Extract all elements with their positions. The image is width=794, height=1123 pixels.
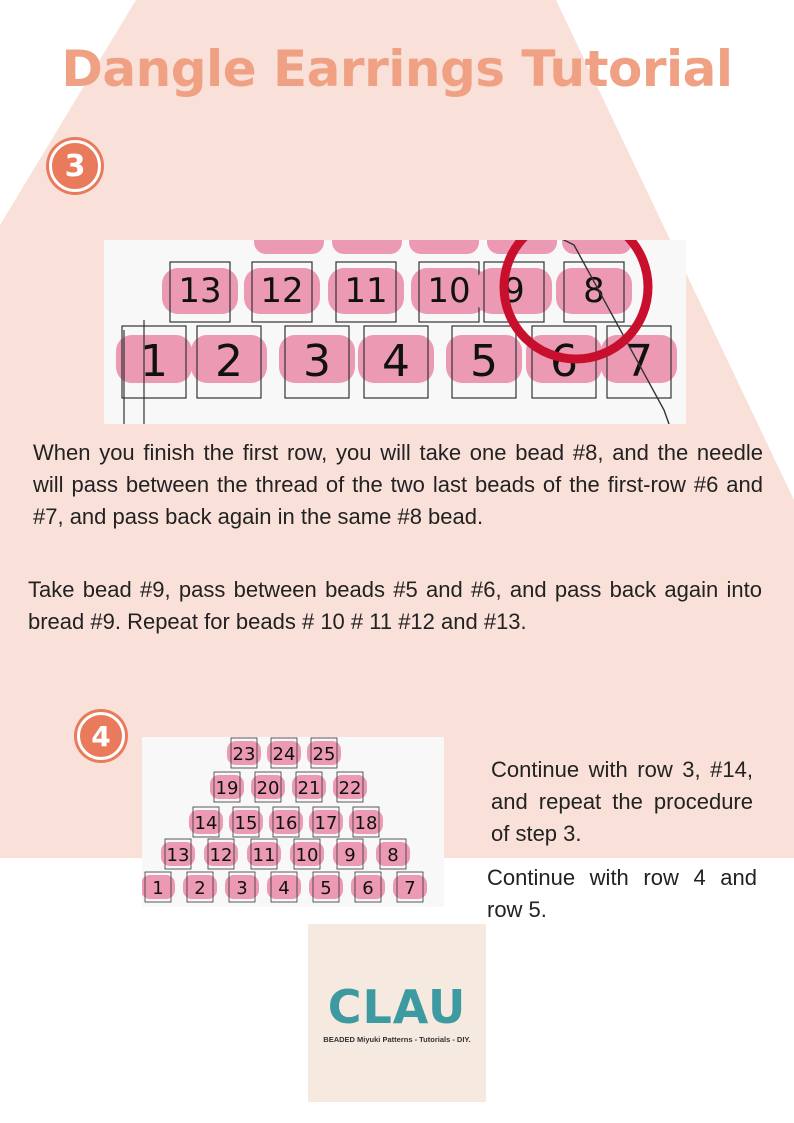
bead-number: 8 (583, 271, 605, 311)
bead-number: 6 (362, 878, 374, 899)
step-4-instruction-1: Continue with row 3, #14, and repeat the procedure of step 3. (491, 757, 753, 846)
bead-number: 17 (314, 813, 338, 834)
bead-number: 5 (320, 878, 332, 899)
bead-number: 10 (427, 271, 471, 311)
bead-number: 14 (194, 813, 218, 834)
bead-number: 1 (140, 336, 168, 387)
bead-number: 16 (274, 813, 298, 834)
bead-number: 19 (215, 778, 239, 799)
bead (254, 240, 324, 254)
bead-number: 2 (215, 336, 243, 387)
bead (409, 240, 479, 254)
bead-number: 5 (470, 336, 498, 387)
bead-diagram-svg (104, 240, 686, 424)
bead-number: 8 (387, 845, 399, 866)
bead-number: 2 (194, 878, 206, 899)
bead-number: 15 (234, 813, 258, 834)
bead-number: 10 (295, 845, 319, 866)
step-3-bead-diagram (104, 240, 686, 424)
bead-number: 3 (303, 336, 331, 387)
brand-logo (308, 924, 486, 1102)
bead (332, 240, 402, 254)
bead-triangle-svg (142, 737, 444, 907)
bead-number: 12 (209, 845, 233, 866)
bead-number: 22 (338, 778, 362, 799)
bead-number: 3 (236, 878, 248, 899)
step-3-instruction-1: When you finish the first row, you will take one bead #8, and the needle will pass between the thread of the two last beads of the first-row #6 and #7, and pass back again in the same #8 bead. (33, 440, 763, 529)
bead-number: 13 (166, 845, 190, 866)
step-3-badge: 3 (49, 140, 101, 192)
bead-number: 21 (297, 778, 321, 799)
bead-number: 12 (260, 271, 304, 311)
bead-number: 11 (344, 271, 388, 311)
bead-number: 4 (382, 336, 410, 387)
page-title: Dangle Earrings Tutorial (61, 40, 733, 98)
step-4-bead-diagram (142, 737, 444, 907)
step-4-badge: 4 (77, 712, 125, 760)
bead-number: 18 (354, 813, 378, 834)
bead-number: 9 (503, 271, 525, 311)
bead-number: 24 (272, 744, 296, 765)
bead-number: 9 (344, 845, 356, 866)
bead-number: 25 (312, 744, 336, 765)
logo-wordmark: CLAU (327, 979, 467, 1034)
bead-number: 6 (550, 336, 578, 387)
bead-number: 4 (278, 878, 290, 899)
bead-number: 23 (232, 744, 256, 765)
step-3-instruction-2: Take bead #9, pass between beads #5 and #6, and pass back again into bread #9. Repeat for beads # 10 # 11 #12 and #13. (28, 577, 762, 634)
bead-number: 7 (404, 878, 416, 899)
logo-tagline: BEADED Miyuki Patterns - Tutorials - DIY. (323, 1034, 471, 1044)
needle-thread (554, 240, 669, 424)
bead-number: 13 (178, 271, 222, 311)
bead (562, 240, 632, 254)
bead-number: 7 (625, 336, 653, 387)
bead-number: 1 (152, 878, 164, 899)
bead-number: 20 (256, 778, 280, 799)
step-4-instruction-2: Continue with row 4 and row 5. (487, 865, 757, 922)
bead-number: 11 (252, 845, 276, 866)
